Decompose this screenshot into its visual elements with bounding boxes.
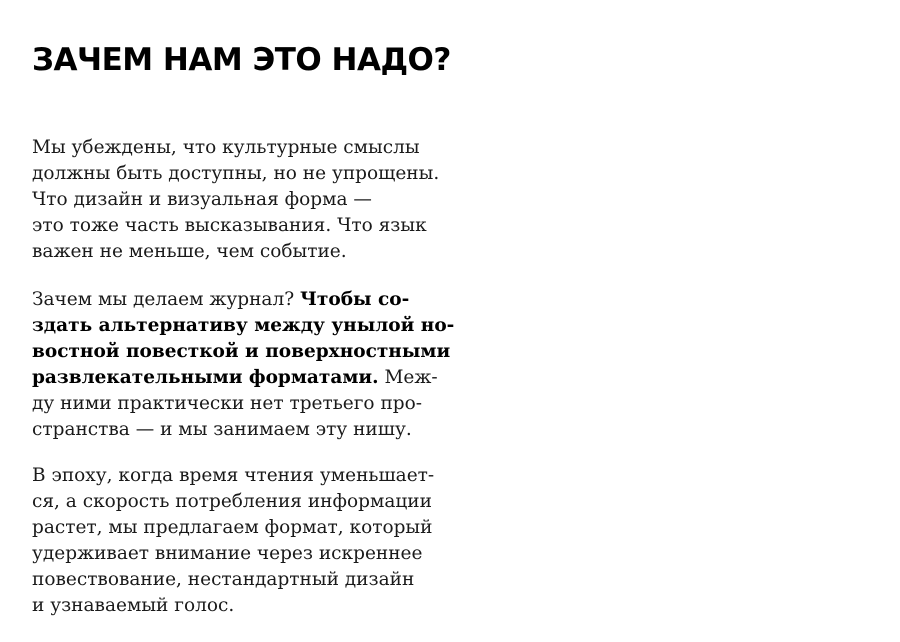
paragraph-beliefs (32, 135, 439, 265)
text-line: и узнаваемый голос. (32, 595, 235, 616)
paragraph-format (32, 463, 434, 619)
paragraph-purpose (32, 287, 454, 443)
text-line: странства — и мы занимаем эту нишу. (32, 419, 412, 440)
text-line: растет, мы предлагаем формат, который (32, 517, 433, 538)
text-line: удерживает внимание через искреннее (32, 543, 423, 564)
text-line (32, 365, 454, 391)
text-regular: Меж- (378, 367, 438, 388)
text-line: Что дизайн и визуальная форма — (32, 189, 372, 210)
text-line: это тоже часть высказывания. Что язык (32, 215, 427, 236)
text-line-bold: востной повесткой и поверхностными (32, 341, 451, 362)
text-line (32, 287, 454, 313)
text-line: повествование, нестандартный дизайн (32, 569, 415, 590)
text-line: ду ними практически нет третьего про- (32, 393, 423, 414)
text-regular: Зачем мы делаем журнал? (32, 289, 300, 310)
text-line: ся, а скорость потребления информации (32, 491, 432, 512)
text-line: В эпоху, когда время чтения уменьшает- (32, 465, 435, 486)
text-line: важен не меньше, чем событие. (32, 241, 347, 262)
text-line-bold: здать альтернативу между унылой но- (32, 315, 455, 336)
text-bold: развлекательными форматами. (32, 367, 379, 388)
text-line: должны быть доступны, но не упрощены. (32, 163, 440, 184)
page-heading: ЗАЧЕМ НАМ ЭТО НАДО? (32, 42, 451, 78)
text-bold: Чтобы со- (300, 289, 410, 310)
text-line: Мы убеждены, что культурные смыслы (32, 137, 420, 158)
